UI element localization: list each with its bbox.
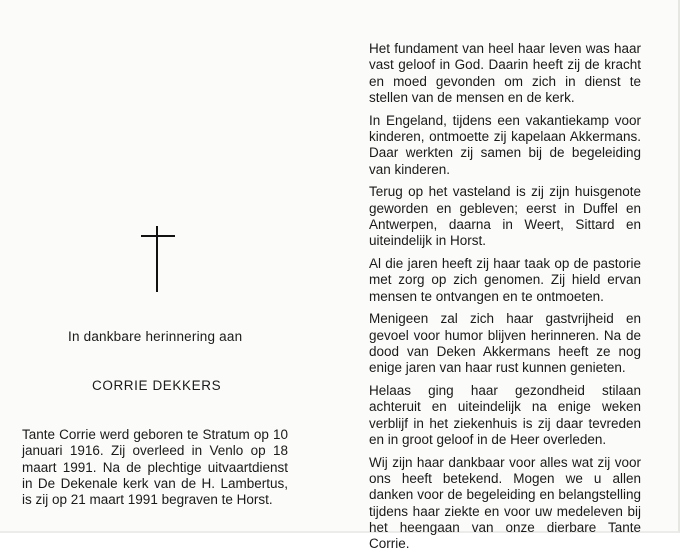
eulogy-paragraph-4: Al die jaren heeft zij haar taak op de pastorie met zorg op zich genomen. Zij hield ervan mensen te ontvangen en te ontmoeten. [369, 256, 641, 304]
deceased-name: CORRIE DEKKERS [92, 378, 222, 393]
eulogy-paragraph-6: Helaas ging haar gezondheid stilaan achteruit en uiteindelijk na enige weken verblijf in het ziekenhuis is zij daar tevreden en in groot geloof in de Heer overleden. [369, 383, 641, 448]
eulogy-paragraph-2: In Engeland, tijdens een vakantiekamp voor kinderen, ontmoette zij kapelaan Akkermans. Daar werkten zij samen bij de begeleiding van kinderen. [369, 112, 641, 177]
eulogy-paragraph-7: Wij zijn haar dankbaar voor alles wat zij voor ons heeft betekend. Mogen we u allen danken voor de begeleiding en belangstelling tijdens haar ziekte en voor uw medeleven bij het heengaan van onze dierbare Tante Corrie. [369, 454, 641, 552]
biography-text: Tante Corrie werd geboren te Stratum op 10 januari 1916. Zij overleed in Venlo op 18 maart 1991. Na de plechtige uitvaartdienst in De Dekenale kerk van de H. Lambertus, is zij op 21 maart 1991 begraven te Horst. [22, 427, 288, 508]
cross-horizontal-bar [141, 235, 175, 237]
cross-icon [141, 226, 175, 292]
eulogy-paragraph-3: Terug op het vasteland is zij zijn huisgenote geworden en gebleven; eerst in Duffel en Antwerpen, daarna in Weert, Sittard en uiteindelijk in Horst. [369, 184, 641, 249]
eulogy-paragraph-1: Het fundament van heel haar leven was haar vast geloof in God. Daarin heeft zij de kracht en moed gevonden om zich in dienst te stellen van de mensen en de kerk. [369, 41, 641, 105]
memorial-line: In dankbare herinnering aan [68, 329, 243, 344]
eulogy-column [369, 41, 641, 559]
eulogy-paragraph-5: Menigeen zal zich haar gastvrijheid en gevoel voor humor blijven herinneren. Na de dood van Deken Akkermans heeft ze nog enige jaren van haar rust kunnen genieten. [369, 311, 641, 376]
